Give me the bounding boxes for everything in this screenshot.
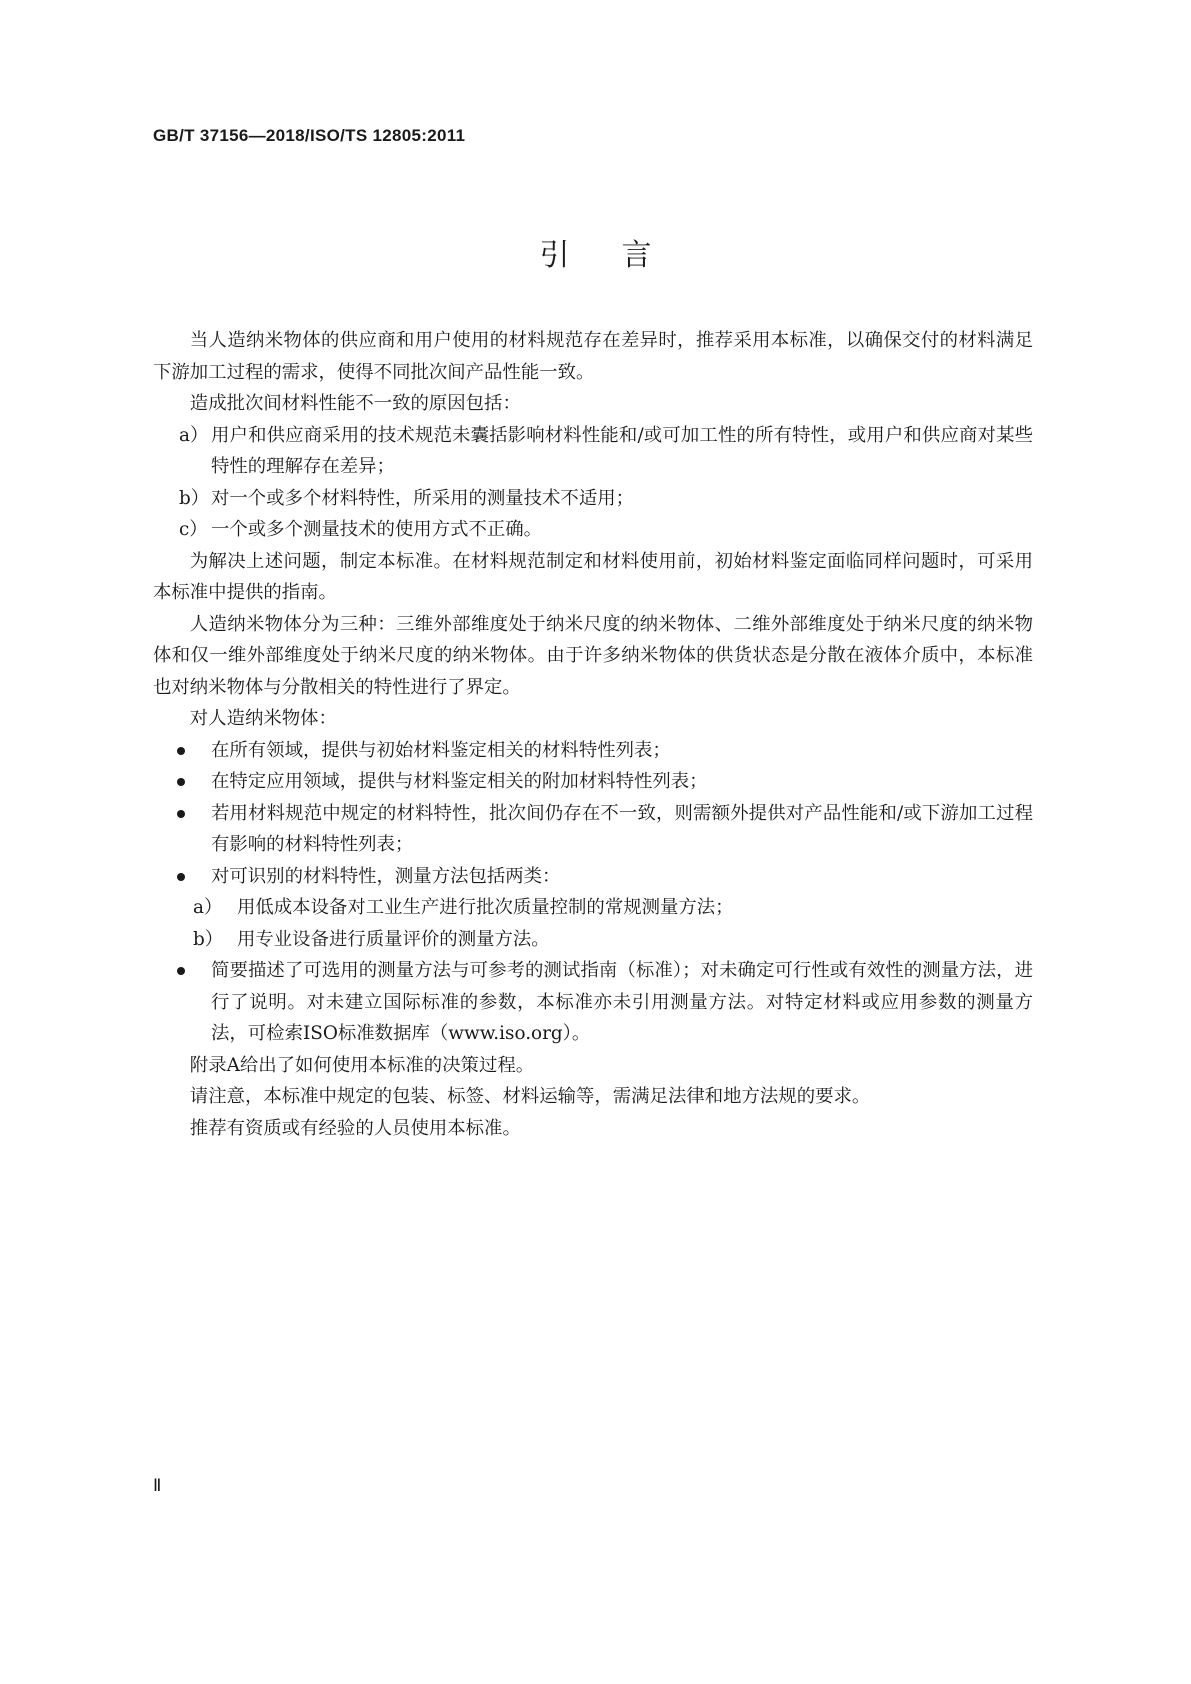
bullet-icon (177, 810, 185, 818)
list-marker: b） (193, 928, 224, 950)
list-item-text: 用低成本设备对工业生产进行批次质量控制的常规测量方法； (237, 897, 734, 918)
list-item (153, 420, 1033, 483)
bullet-icon (177, 967, 185, 975)
list-item-text: 一个或多个测量技术的使用方式不正确。 (211, 519, 543, 540)
bullet-item (153, 735, 1033, 767)
sub-list-item (153, 924, 1033, 956)
bullet-text: 对可识别的材料特性，测量方法包括两类： (211, 865, 561, 887)
bullet-text: 在特定应用领域，提供与材料鉴定相关的附加材料特性列表； (211, 771, 708, 792)
sub-list-item (153, 892, 1033, 924)
bullet-item (153, 861, 1033, 893)
paragraph-classification: 人造纳米物体分为三种：三维外部维度处于纳米尺度的纳米物体、二维外部维度处于纳米尺度的纳米物体和仅一维外部维度处于纳米尺度的纳米物体。由于许多纳米物体的供货状态是分散在液体介质中，本标准也对纳米物体与分散相关的特性进行了界定。 (153, 613, 1033, 698)
bullet-icon (177, 778, 185, 786)
list-item-text: 用户和供应商采用的技术规范未囊括影响材料性能和/或可加工性的所有特性，或用户和供应商对某些特性的理解存在差异； (211, 424, 1033, 477)
introduction-body (153, 325, 1033, 1144)
list-item (153, 514, 1033, 546)
paragraph-regulations: 请注意，本标准中规定的包装、标签、材料运输等，需满足法律和地方法规的要求。 (189, 1086, 871, 1107)
paragraph-personnel: 推荐有资质或有经验的人员使用本标准。 (189, 1117, 521, 1139)
list-item (153, 483, 1033, 515)
list-marker: a） (193, 897, 223, 918)
bullet-text: 简要描述了可选用的测量方法与可参考的测试指南（标准）；对未确定可行性或有效性的测量方法，进行了说明。对未建立国际标准的参数，本标准亦未引用测量方法。对特定材料或应用参数的测量方法，可检索ISO标准数据库（www.iso.org）。 (211, 960, 1033, 1044)
bullet-text: 在所有领域，提供与初始材料鉴定相关的材料特性列表； (211, 739, 671, 761)
list-item-text: 用专业设备进行质量评价的测量方法。 (237, 928, 550, 950)
page-number: Ⅱ (153, 1476, 162, 1495)
paragraph-scope-intro: 对人造纳米物体： (189, 708, 337, 729)
bullet-item (153, 766, 1033, 798)
bullet-icon (177, 747, 185, 755)
list-item-text: 对一个或多个材料特性，所采用的测量技术不适用； (211, 487, 634, 509)
list-marker: b） (179, 487, 210, 509)
page-title: 引言 (539, 238, 704, 273)
list-marker: c） (179, 519, 208, 540)
bullet-item (153, 955, 1033, 1050)
paragraph-purpose: 当人造纳米物体的供应商和用户使用的材料规范存在差异时，推荐采用本标准，以确保交付的材料满足下游加工过程的需求，使得不同批次间产品性能一致。 (153, 330, 1033, 383)
paragraph-annex: 附录A给出了如何使用本标准的决策过程。 (189, 1054, 535, 1076)
paragraph-solution: 为解决上述问题，制定本标准。在材料规范制定和材料使用前，初始材料鉴定面临同样问题时，可采用本标准中提供的指南。 (153, 550, 1033, 603)
list-marker: a） (179, 424, 209, 446)
paragraph-reasons-intro: 造成批次间材料性能不一致的原因包括： (189, 393, 521, 414)
bullet-text: 若用材料规范中规定的材料特性，批次间仍存在不一致，则需额外提供对产品性能和/或下游加工过程有影响的材料特性列表； (211, 802, 1033, 855)
document-header: GB/T 37156—2018/ISO/TS 12805:2011 (153, 126, 466, 145)
bullet-icon (177, 873, 185, 881)
bullet-item (153, 798, 1033, 861)
